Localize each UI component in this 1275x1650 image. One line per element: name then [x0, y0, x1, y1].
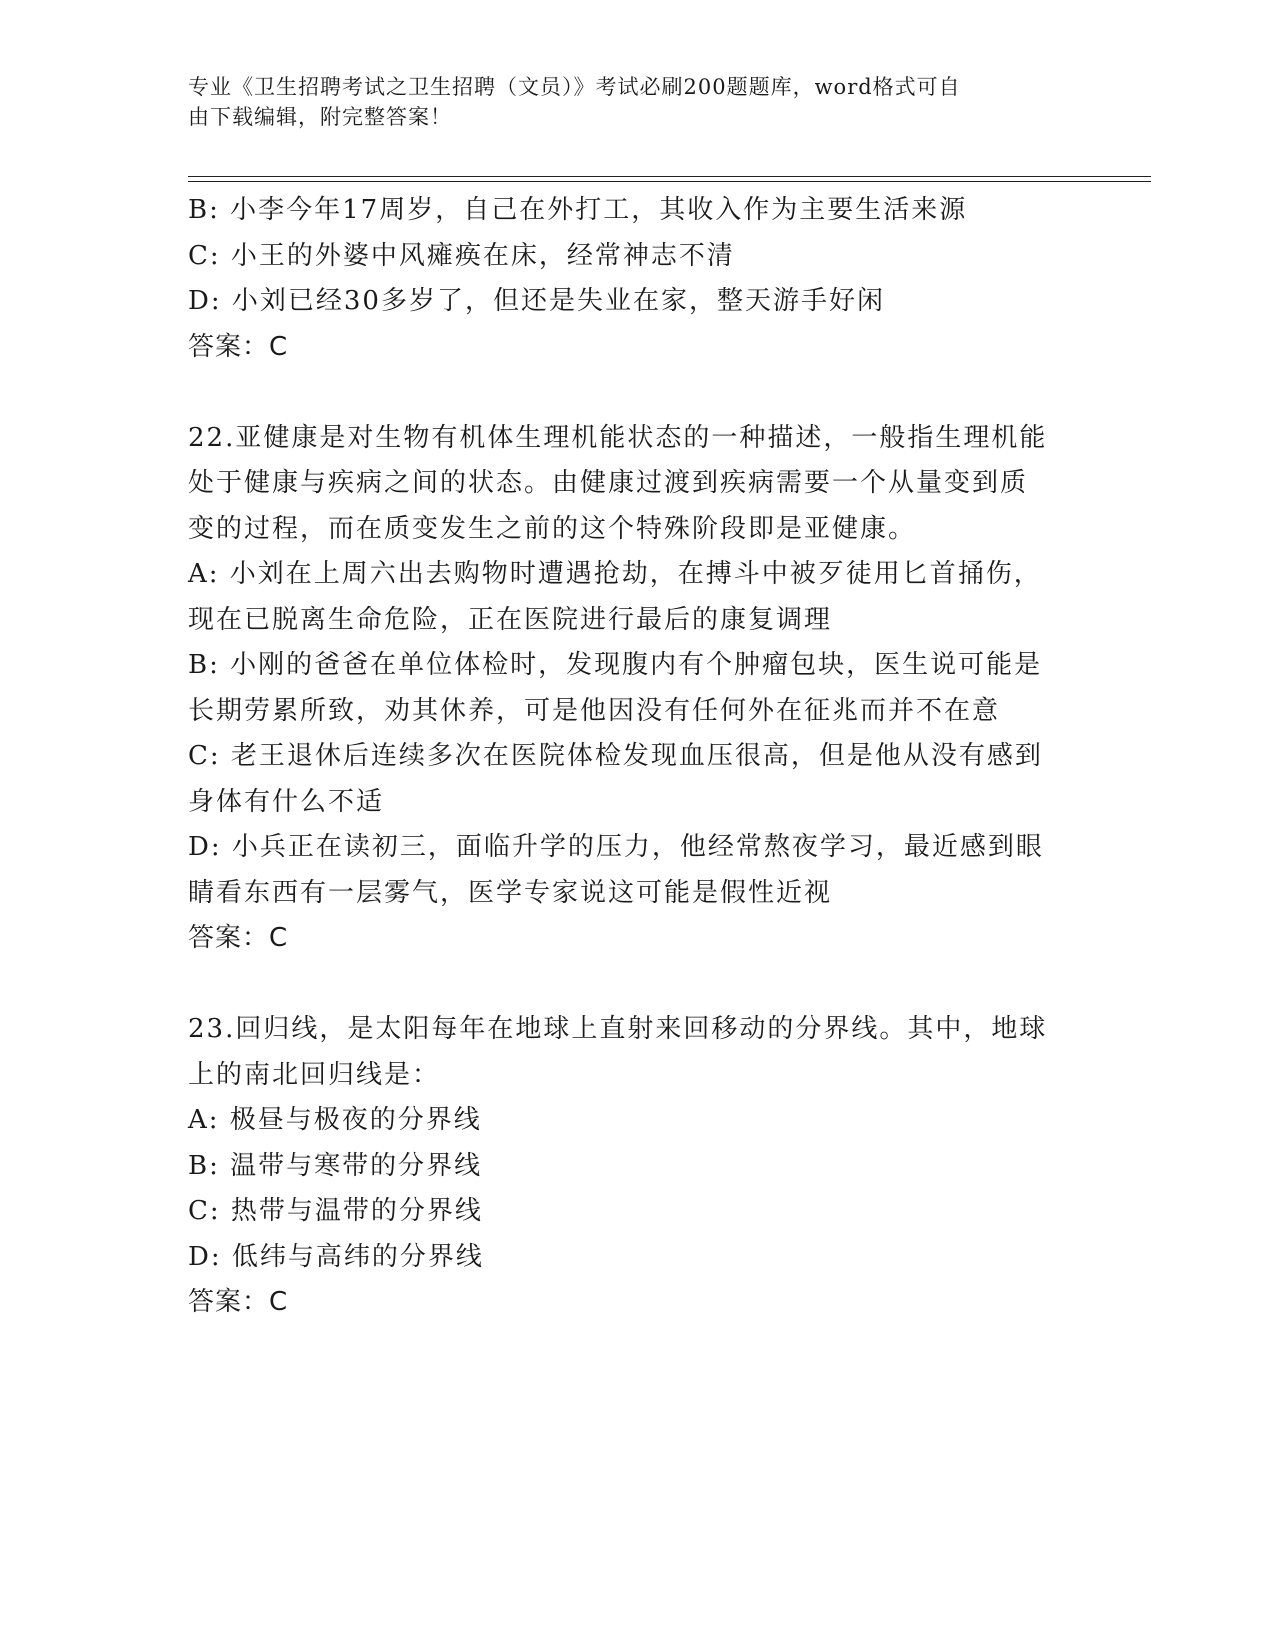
question-23-block [188, 1007, 1078, 1326]
q21-option-c: C: 小王的外婆中风瘫痪在床，经常神志不清 [188, 240, 735, 271]
q23-option-a: A: 极昼与极夜的分界线 [188, 1105, 482, 1135]
q22-option-b-line: 长期劳累所致，劝其休养，可是他因没有任何外在征兆而并不在意 [188, 695, 1001, 726]
q22-answer: 答案：C [188, 923, 289, 953]
q22-stem-line: 变的过程，而在质变发生之前的这个特殊阶段即是亚健康。 [188, 513, 917, 544]
question-content [188, 188, 1078, 1326]
q22-option-d-line: D: 小兵正在读初三，面临升学的压力，他经常熬夜学习，最近感到眼 [188, 832, 1044, 862]
header-divider-top [188, 176, 1151, 177]
q22-option-a-line: A: 小刘在上周六出去购物时遭遇抢劫，在搏斗中被歹徒用匕首捅伤， [188, 559, 1042, 589]
header-divider-bottom [188, 181, 1151, 182]
q23-option-b: B: 温带与寒带的分界线 [188, 1150, 483, 1181]
q21-option-b: B: 小李今年17周岁，自己在外打工，其收入作为主要生活来源 [188, 195, 968, 225]
question-22-block [188, 416, 1078, 962]
q23-stem-line: 上的南北回归线是： [188, 1059, 441, 1090]
q22-option-d-line: 睛看东西有一层雾气，医学专家说这可能是假性近视 [188, 877, 833, 908]
q21-answer: 答案：C [188, 331, 289, 362]
question-21-block [188, 188, 1078, 370]
q22-stem-line: 22.亚健康是对生物有机体生理机能状态的一种描述，一般指生理机能 [188, 422, 1048, 453]
document-header [188, 72, 1068, 132]
q22-option-c-line: C: 老王退休后连续多次在医院体检发现血压很高，但是他从没有感到 [188, 741, 1043, 771]
header-line-2: 由下载编辑，附完整答案！ [188, 105, 452, 129]
spacer [188, 962, 1078, 1008]
q21-option-d: D: 小刘已经30多岁了，但还是失业在家，整天游手好闲 [188, 286, 885, 316]
q23-option-d: D: 低纬与高纬的分界线 [188, 1241, 484, 1272]
q23-stem-line: 23.回归线，是太阳每年在地球上直射来回移动的分界线。其中，地球 [188, 1014, 1048, 1044]
header-line-1: 专业《卫生招聘考试之卫生招聘（文员）》考试必刷200题题库，word格式可自 [188, 75, 961, 99]
spacer [188, 370, 1078, 416]
q22-option-b-line: B: 小刚的爸爸在单位体检时，发现腹内有个肿瘤包块，医生说可能是 [188, 650, 1043, 680]
q22-stem-line: 处于健康与疾病之间的状态。由健康过渡到疾病需要一个从量变到质 [188, 468, 1029, 498]
q23-answer: 答案：C [188, 1287, 289, 1317]
q22-option-a-line: 现在已脱离生命危险，正在医院进行最后的康复调理 [188, 604, 833, 635]
q23-option-c: C: 热带与温带的分界线 [188, 1196, 483, 1226]
q22-option-c-line: 身体有什么不适 [188, 786, 385, 817]
